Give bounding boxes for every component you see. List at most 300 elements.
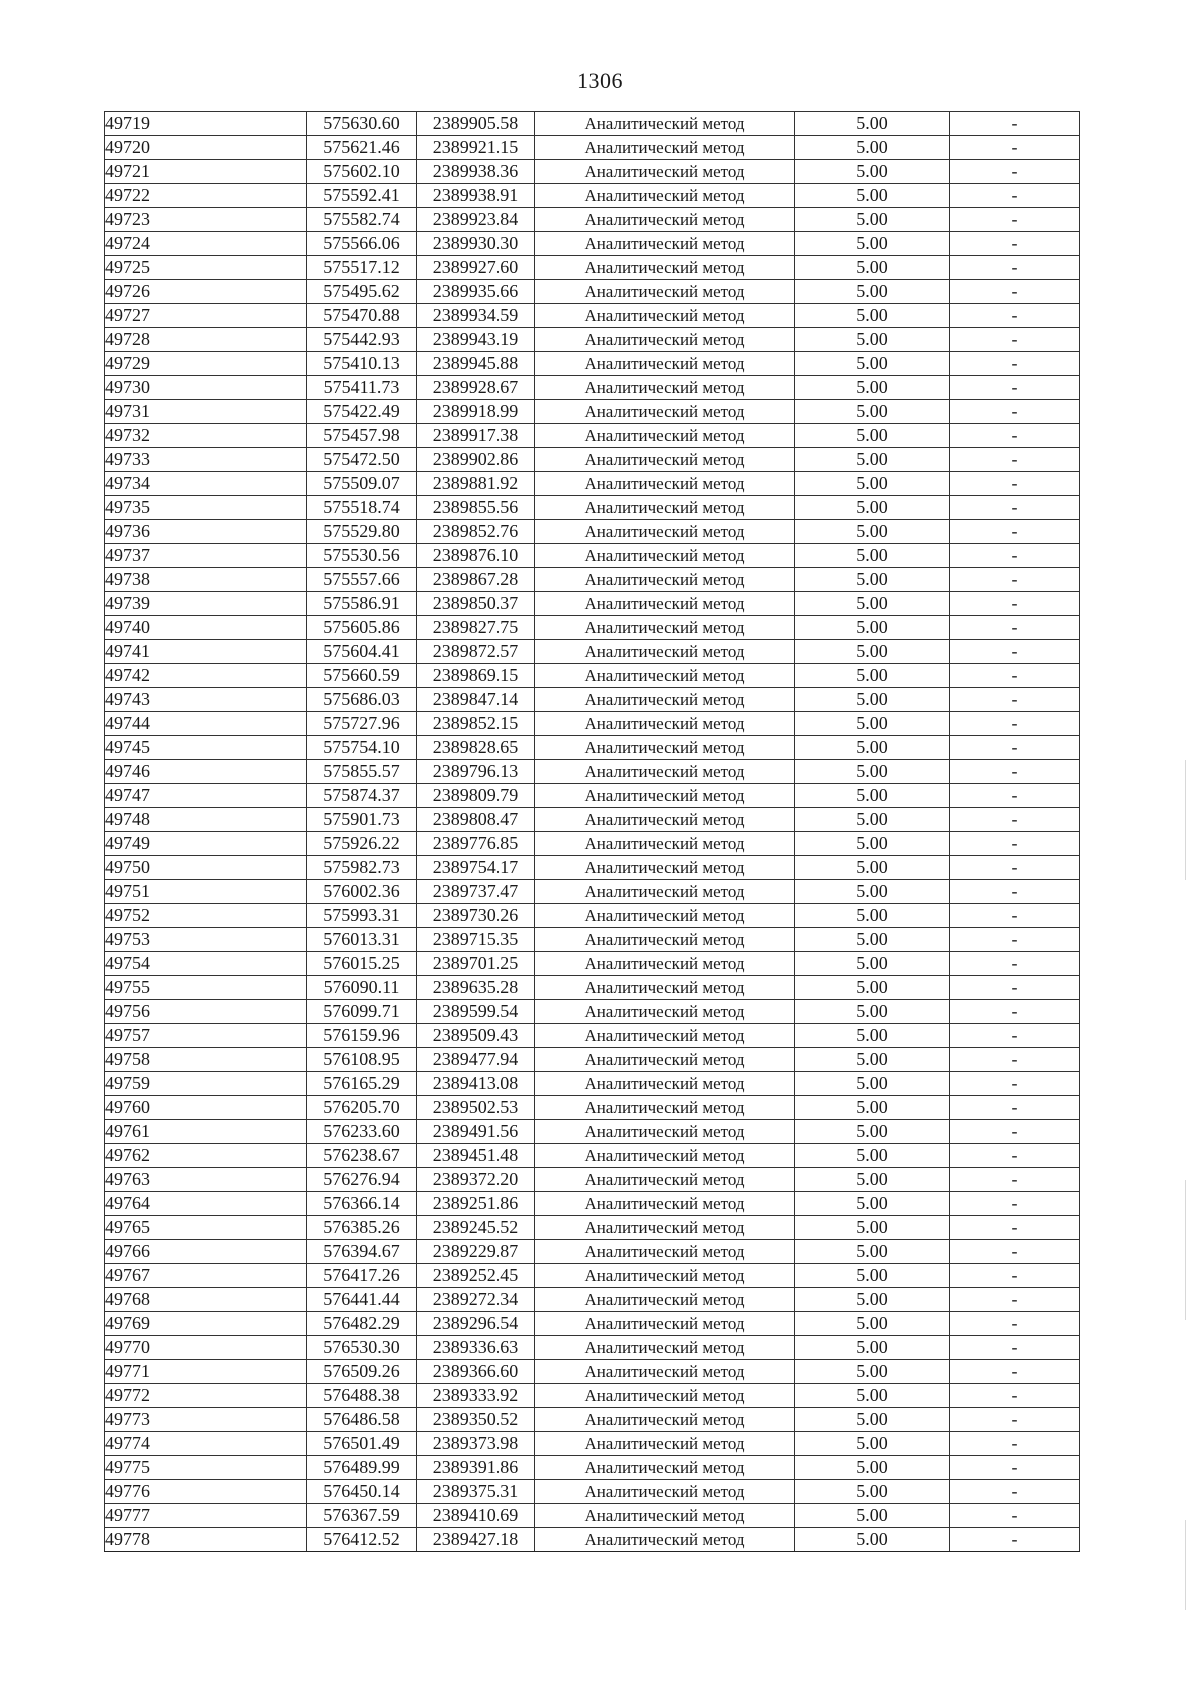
cell-x-coordinate: 576002.36 bbox=[307, 880, 417, 904]
cell-note: - bbox=[950, 1312, 1080, 1336]
cell-y-coordinate: 2389372.20 bbox=[417, 1168, 535, 1192]
cell-point-id: 49764 bbox=[105, 1192, 307, 1216]
cell-method: Аналитический метод bbox=[535, 1240, 795, 1264]
table-row bbox=[105, 1024, 1080, 1048]
cell-point-id: 49773 bbox=[105, 1408, 307, 1432]
table-row bbox=[105, 1000, 1080, 1024]
cell-method: Аналитический метод bbox=[535, 1072, 795, 1096]
cell-accuracy: 5.00 bbox=[795, 616, 950, 640]
cell-point-id: 49769 bbox=[105, 1312, 307, 1336]
cell-x-coordinate: 575442.93 bbox=[307, 328, 417, 352]
cell-note: - bbox=[950, 640, 1080, 664]
cell-note: - bbox=[950, 760, 1080, 784]
cell-method: Аналитический метод bbox=[535, 1504, 795, 1528]
cell-method: Аналитический метод bbox=[535, 1456, 795, 1480]
cell-y-coordinate: 2389927.60 bbox=[417, 256, 535, 280]
cell-point-id: 49754 bbox=[105, 952, 307, 976]
cell-x-coordinate: 575566.06 bbox=[307, 232, 417, 256]
cell-x-coordinate: 575855.57 bbox=[307, 760, 417, 784]
cell-note: - bbox=[950, 1216, 1080, 1240]
cell-method: Аналитический метод bbox=[535, 664, 795, 688]
cell-point-id: 49720 bbox=[105, 136, 307, 160]
cell-accuracy: 5.00 bbox=[795, 880, 950, 904]
cell-point-id: 49762 bbox=[105, 1144, 307, 1168]
cell-note: - bbox=[950, 1456, 1080, 1480]
cell-point-id: 49746 bbox=[105, 760, 307, 784]
cell-point-id: 49738 bbox=[105, 568, 307, 592]
cell-y-coordinate: 2389808.47 bbox=[417, 808, 535, 832]
cell-note: - bbox=[950, 1432, 1080, 1456]
cell-y-coordinate: 2389296.54 bbox=[417, 1312, 535, 1336]
cell-note: - bbox=[950, 1288, 1080, 1312]
scan-artifact bbox=[1185, 760, 1186, 880]
cell-y-coordinate: 2389923.84 bbox=[417, 208, 535, 232]
table-row bbox=[105, 1336, 1080, 1360]
cell-accuracy: 5.00 bbox=[795, 640, 950, 664]
cell-method: Аналитический метод bbox=[535, 136, 795, 160]
cell-point-id: 49777 bbox=[105, 1504, 307, 1528]
cell-x-coordinate: 575993.31 bbox=[307, 904, 417, 928]
cell-point-id: 49756 bbox=[105, 1000, 307, 1024]
cell-point-id: 49740 bbox=[105, 616, 307, 640]
cell-x-coordinate: 575517.12 bbox=[307, 256, 417, 280]
cell-y-coordinate: 2389850.37 bbox=[417, 592, 535, 616]
table-row bbox=[105, 712, 1080, 736]
cell-y-coordinate: 2389391.86 bbox=[417, 1456, 535, 1480]
cell-method: Аналитический метод bbox=[535, 736, 795, 760]
scan-artifact bbox=[1185, 1180, 1186, 1320]
table-row bbox=[105, 688, 1080, 712]
cell-note: - bbox=[950, 496, 1080, 520]
cell-accuracy: 5.00 bbox=[795, 688, 950, 712]
cell-x-coordinate: 575529.80 bbox=[307, 520, 417, 544]
cell-point-id: 49750 bbox=[105, 856, 307, 880]
cell-x-coordinate: 575901.73 bbox=[307, 808, 417, 832]
cell-x-coordinate: 575605.86 bbox=[307, 616, 417, 640]
table-row bbox=[105, 1048, 1080, 1072]
cell-accuracy: 5.00 bbox=[795, 760, 950, 784]
cell-accuracy: 5.00 bbox=[795, 808, 950, 832]
cell-x-coordinate: 576509.26 bbox=[307, 1360, 417, 1384]
cell-y-coordinate: 2389881.92 bbox=[417, 472, 535, 496]
cell-x-coordinate: 575530.56 bbox=[307, 544, 417, 568]
table-row bbox=[105, 1144, 1080, 1168]
table-row bbox=[105, 1312, 1080, 1336]
cell-note: - bbox=[950, 472, 1080, 496]
cell-note: - bbox=[950, 712, 1080, 736]
cell-point-id: 49772 bbox=[105, 1384, 307, 1408]
cell-accuracy: 5.00 bbox=[795, 1144, 950, 1168]
cell-accuracy: 5.00 bbox=[795, 400, 950, 424]
cell-x-coordinate: 576238.67 bbox=[307, 1144, 417, 1168]
table-row bbox=[105, 952, 1080, 976]
cell-y-coordinate: 2389902.86 bbox=[417, 448, 535, 472]
cell-accuracy: 5.00 bbox=[795, 1120, 950, 1144]
cell-accuracy: 5.00 bbox=[795, 1480, 950, 1504]
cell-note: - bbox=[950, 376, 1080, 400]
cell-method: Аналитический метод bbox=[535, 976, 795, 1000]
cell-x-coordinate: 576276.94 bbox=[307, 1168, 417, 1192]
table-row bbox=[105, 1408, 1080, 1432]
cell-method: Аналитический метод bbox=[535, 928, 795, 952]
cell-accuracy: 5.00 bbox=[795, 856, 950, 880]
cell-accuracy: 5.00 bbox=[795, 1384, 950, 1408]
cell-point-id: 49766 bbox=[105, 1240, 307, 1264]
cell-method: Аналитический метод bbox=[535, 1168, 795, 1192]
cell-point-id: 49752 bbox=[105, 904, 307, 928]
cell-accuracy: 5.00 bbox=[795, 712, 950, 736]
cell-y-coordinate: 2389701.25 bbox=[417, 952, 535, 976]
table-row bbox=[105, 1480, 1080, 1504]
cell-point-id: 49726 bbox=[105, 280, 307, 304]
table-row bbox=[105, 856, 1080, 880]
cell-note: - bbox=[950, 1192, 1080, 1216]
cell-point-id: 49719 bbox=[105, 112, 307, 136]
table-row bbox=[105, 1432, 1080, 1456]
cell-method: Аналитический метод bbox=[535, 232, 795, 256]
cell-method: Аналитический метод bbox=[535, 1120, 795, 1144]
table-row bbox=[105, 184, 1080, 208]
table-row bbox=[105, 1192, 1080, 1216]
cell-accuracy: 5.00 bbox=[795, 304, 950, 328]
cell-accuracy: 5.00 bbox=[795, 664, 950, 688]
cell-y-coordinate: 2389427.18 bbox=[417, 1528, 535, 1552]
cell-note: - bbox=[950, 136, 1080, 160]
cell-method: Аналитический метод bbox=[535, 1360, 795, 1384]
cell-note: - bbox=[950, 1408, 1080, 1432]
cell-note: - bbox=[950, 208, 1080, 232]
cell-accuracy: 5.00 bbox=[795, 1504, 950, 1528]
table-row bbox=[105, 1240, 1080, 1264]
cell-note: - bbox=[950, 1144, 1080, 1168]
cell-note: - bbox=[950, 1024, 1080, 1048]
cell-x-coordinate: 576501.49 bbox=[307, 1432, 417, 1456]
cell-point-id: 49739 bbox=[105, 592, 307, 616]
cell-note: - bbox=[950, 688, 1080, 712]
cell-method: Аналитический метод bbox=[535, 208, 795, 232]
cell-x-coordinate: 575660.59 bbox=[307, 664, 417, 688]
cell-note: - bbox=[950, 112, 1080, 136]
cell-y-coordinate: 2389828.65 bbox=[417, 736, 535, 760]
cell-y-coordinate: 2389935.66 bbox=[417, 280, 535, 304]
cell-method: Аналитический метод bbox=[535, 376, 795, 400]
cell-accuracy: 5.00 bbox=[795, 328, 950, 352]
cell-accuracy: 5.00 bbox=[795, 136, 950, 160]
cell-note: - bbox=[950, 664, 1080, 688]
cell-method: Аналитический метод bbox=[535, 544, 795, 568]
cell-x-coordinate: 575495.62 bbox=[307, 280, 417, 304]
cell-note: - bbox=[950, 256, 1080, 280]
cell-x-coordinate: 575754.10 bbox=[307, 736, 417, 760]
cell-method: Аналитический метод bbox=[535, 400, 795, 424]
cell-note: - bbox=[950, 424, 1080, 448]
cell-method: Аналитический метод bbox=[535, 952, 795, 976]
table-row bbox=[105, 304, 1080, 328]
cell-x-coordinate: 575411.73 bbox=[307, 376, 417, 400]
cell-y-coordinate: 2389477.94 bbox=[417, 1048, 535, 1072]
cell-point-id: 49759 bbox=[105, 1072, 307, 1096]
cell-y-coordinate: 2389928.67 bbox=[417, 376, 535, 400]
cell-x-coordinate: 576159.96 bbox=[307, 1024, 417, 1048]
cell-point-id: 49749 bbox=[105, 832, 307, 856]
cell-y-coordinate: 2389938.91 bbox=[417, 184, 535, 208]
cell-y-coordinate: 2389796.13 bbox=[417, 760, 535, 784]
cell-method: Аналитический метод bbox=[535, 616, 795, 640]
cell-y-coordinate: 2389509.43 bbox=[417, 1024, 535, 1048]
cell-method: Аналитический метод bbox=[535, 520, 795, 544]
cell-x-coordinate: 575686.03 bbox=[307, 688, 417, 712]
cell-method: Аналитический метод bbox=[535, 1096, 795, 1120]
cell-accuracy: 5.00 bbox=[795, 424, 950, 448]
cell-accuracy: 5.00 bbox=[795, 832, 950, 856]
cell-note: - bbox=[950, 448, 1080, 472]
cell-y-coordinate: 2389737.47 bbox=[417, 880, 535, 904]
cell-point-id: 49722 bbox=[105, 184, 307, 208]
cell-x-coordinate: 576233.60 bbox=[307, 1120, 417, 1144]
cell-method: Аналитический метод bbox=[535, 904, 795, 928]
cell-note: - bbox=[950, 1504, 1080, 1528]
cell-x-coordinate: 576108.95 bbox=[307, 1048, 417, 1072]
cell-accuracy: 5.00 bbox=[795, 208, 950, 232]
cell-accuracy: 5.00 bbox=[795, 1456, 950, 1480]
cell-method: Аналитический метод bbox=[535, 1408, 795, 1432]
cell-y-coordinate: 2389918.99 bbox=[417, 400, 535, 424]
cell-y-coordinate: 2389917.38 bbox=[417, 424, 535, 448]
table-row bbox=[105, 976, 1080, 1000]
cell-point-id: 49758 bbox=[105, 1048, 307, 1072]
cell-accuracy: 5.00 bbox=[795, 1336, 950, 1360]
cell-accuracy: 5.00 bbox=[795, 160, 950, 184]
cell-y-coordinate: 2389491.56 bbox=[417, 1120, 535, 1144]
cell-point-id: 49727 bbox=[105, 304, 307, 328]
cell-point-id: 49733 bbox=[105, 448, 307, 472]
cell-point-id: 49757 bbox=[105, 1024, 307, 1048]
cell-method: Аналитический метод bbox=[535, 1000, 795, 1024]
table-row bbox=[105, 568, 1080, 592]
table-row bbox=[105, 1456, 1080, 1480]
cell-x-coordinate: 576099.71 bbox=[307, 1000, 417, 1024]
cell-method: Аналитический метод bbox=[535, 280, 795, 304]
cell-accuracy: 5.00 bbox=[795, 448, 950, 472]
cell-point-id: 49741 bbox=[105, 640, 307, 664]
table-row bbox=[105, 1168, 1080, 1192]
cell-note: - bbox=[950, 592, 1080, 616]
table-row bbox=[105, 112, 1080, 136]
cell-x-coordinate: 576412.52 bbox=[307, 1528, 417, 1552]
table-row bbox=[105, 448, 1080, 472]
cell-method: Аналитический метод bbox=[535, 160, 795, 184]
table-row bbox=[105, 208, 1080, 232]
table-row bbox=[105, 736, 1080, 760]
cell-method: Аналитический метод bbox=[535, 712, 795, 736]
cell-method: Аналитический метод bbox=[535, 1264, 795, 1288]
table-row bbox=[105, 424, 1080, 448]
cell-note: - bbox=[950, 1264, 1080, 1288]
cell-method: Аналитический метод bbox=[535, 1384, 795, 1408]
cell-y-coordinate: 2389852.76 bbox=[417, 520, 535, 544]
cell-accuracy: 5.00 bbox=[795, 1288, 950, 1312]
table-row bbox=[105, 136, 1080, 160]
cell-accuracy: 5.00 bbox=[795, 1192, 950, 1216]
cell-y-coordinate: 2389350.52 bbox=[417, 1408, 535, 1432]
cell-x-coordinate: 576450.14 bbox=[307, 1480, 417, 1504]
cell-point-id: 49778 bbox=[105, 1528, 307, 1552]
cell-x-coordinate: 575410.13 bbox=[307, 352, 417, 376]
cell-note: - bbox=[950, 568, 1080, 592]
cell-method: Аналитический метод bbox=[535, 496, 795, 520]
cell-y-coordinate: 2389333.92 bbox=[417, 1384, 535, 1408]
cell-method: Аналитический метод bbox=[535, 832, 795, 856]
table-row bbox=[105, 328, 1080, 352]
cell-y-coordinate: 2389451.48 bbox=[417, 1144, 535, 1168]
cell-accuracy: 5.00 bbox=[795, 1168, 950, 1192]
cell-y-coordinate: 2389754.17 bbox=[417, 856, 535, 880]
cell-y-coordinate: 2389921.15 bbox=[417, 136, 535, 160]
table-row bbox=[105, 520, 1080, 544]
table-row bbox=[105, 280, 1080, 304]
cell-method: Аналитический метод bbox=[535, 472, 795, 496]
cell-x-coordinate: 575926.22 bbox=[307, 832, 417, 856]
cell-method: Аналитический метод bbox=[535, 640, 795, 664]
cell-note: - bbox=[950, 184, 1080, 208]
cell-note: - bbox=[950, 952, 1080, 976]
cell-accuracy: 5.00 bbox=[795, 568, 950, 592]
cell-x-coordinate: 576205.70 bbox=[307, 1096, 417, 1120]
cell-point-id: 49747 bbox=[105, 784, 307, 808]
cell-accuracy: 5.00 bbox=[795, 1264, 950, 1288]
cell-y-coordinate: 2389410.69 bbox=[417, 1504, 535, 1528]
cell-point-id: 49753 bbox=[105, 928, 307, 952]
cell-accuracy: 5.00 bbox=[795, 256, 950, 280]
cell-x-coordinate: 575472.50 bbox=[307, 448, 417, 472]
table-row bbox=[105, 256, 1080, 280]
cell-point-id: 49729 bbox=[105, 352, 307, 376]
cell-note: - bbox=[950, 280, 1080, 304]
cell-y-coordinate: 2389413.08 bbox=[417, 1072, 535, 1096]
cell-y-coordinate: 2389336.63 bbox=[417, 1336, 535, 1360]
cell-accuracy: 5.00 bbox=[795, 1048, 950, 1072]
page-number: 1306 bbox=[577, 68, 623, 93]
cell-x-coordinate: 575604.41 bbox=[307, 640, 417, 664]
cell-x-coordinate: 575621.46 bbox=[307, 136, 417, 160]
table-row bbox=[105, 664, 1080, 688]
table-row bbox=[105, 1096, 1080, 1120]
cell-note: - bbox=[950, 784, 1080, 808]
cell-x-coordinate: 576488.38 bbox=[307, 1384, 417, 1408]
table-row bbox=[105, 1120, 1080, 1144]
table-row bbox=[105, 544, 1080, 568]
cell-method: Аналитический метод bbox=[535, 1024, 795, 1048]
cell-accuracy: 5.00 bbox=[795, 1312, 950, 1336]
cell-note: - bbox=[950, 232, 1080, 256]
cell-method: Аналитический метод bbox=[535, 688, 795, 712]
table-row bbox=[105, 592, 1080, 616]
cell-method: Аналитический метод bbox=[535, 880, 795, 904]
cell-method: Аналитический метод bbox=[535, 1144, 795, 1168]
cell-y-coordinate: 2389852.15 bbox=[417, 712, 535, 736]
cell-y-coordinate: 2389635.28 bbox=[417, 976, 535, 1000]
cell-note: - bbox=[950, 1120, 1080, 1144]
cell-x-coordinate: 576482.29 bbox=[307, 1312, 417, 1336]
table-row bbox=[105, 352, 1080, 376]
cell-x-coordinate: 575509.07 bbox=[307, 472, 417, 496]
table-row bbox=[105, 160, 1080, 184]
cell-note: - bbox=[950, 904, 1080, 928]
cell-method: Аналитический метод bbox=[535, 784, 795, 808]
cell-y-coordinate: 2389272.34 bbox=[417, 1288, 535, 1312]
table-row bbox=[105, 400, 1080, 424]
cell-y-coordinate: 2389502.53 bbox=[417, 1096, 535, 1120]
cell-method: Аналитический метод bbox=[535, 808, 795, 832]
cell-point-id: 49761 bbox=[105, 1120, 307, 1144]
cell-accuracy: 5.00 bbox=[795, 976, 950, 1000]
cell-y-coordinate: 2389809.79 bbox=[417, 784, 535, 808]
cell-y-coordinate: 2389252.45 bbox=[417, 1264, 535, 1288]
cell-note: - bbox=[950, 808, 1080, 832]
cell-accuracy: 5.00 bbox=[795, 1432, 950, 1456]
table-row bbox=[105, 1384, 1080, 1408]
cell-point-id: 49763 bbox=[105, 1168, 307, 1192]
cell-point-id: 49721 bbox=[105, 160, 307, 184]
cell-x-coordinate: 575557.66 bbox=[307, 568, 417, 592]
cell-method: Аналитический метод bbox=[535, 856, 795, 880]
cell-x-coordinate: 576367.59 bbox=[307, 1504, 417, 1528]
cell-point-id: 49767 bbox=[105, 1264, 307, 1288]
cell-accuracy: 5.00 bbox=[795, 1024, 950, 1048]
cell-y-coordinate: 2389869.15 bbox=[417, 664, 535, 688]
cell-method: Аналитический метод bbox=[535, 592, 795, 616]
cell-accuracy: 5.00 bbox=[795, 784, 950, 808]
cell-method: Аналитический метод bbox=[535, 760, 795, 784]
cell-point-id: 49732 bbox=[105, 424, 307, 448]
cell-point-id: 49723 bbox=[105, 208, 307, 232]
cell-method: Аналитический метод bbox=[535, 256, 795, 280]
cell-note: - bbox=[950, 400, 1080, 424]
cell-accuracy: 5.00 bbox=[795, 1000, 950, 1024]
table-row bbox=[105, 1528, 1080, 1552]
cell-accuracy: 5.00 bbox=[795, 952, 950, 976]
cell-point-id: 49725 bbox=[105, 256, 307, 280]
cell-note: - bbox=[950, 832, 1080, 856]
cell-x-coordinate: 576486.58 bbox=[307, 1408, 417, 1432]
table-row bbox=[105, 376, 1080, 400]
cell-note: - bbox=[950, 352, 1080, 376]
cell-y-coordinate: 2389938.36 bbox=[417, 160, 535, 184]
cell-x-coordinate: 575982.73 bbox=[307, 856, 417, 880]
cell-y-coordinate: 2389855.56 bbox=[417, 496, 535, 520]
cell-accuracy: 5.00 bbox=[795, 1216, 950, 1240]
cell-note: - bbox=[950, 1528, 1080, 1552]
cell-x-coordinate: 576489.99 bbox=[307, 1456, 417, 1480]
table-row bbox=[105, 640, 1080, 664]
cell-note: - bbox=[950, 736, 1080, 760]
cell-y-coordinate: 2389943.19 bbox=[417, 328, 535, 352]
cell-accuracy: 5.00 bbox=[795, 1408, 950, 1432]
cell-method: Аналитический метод bbox=[535, 1480, 795, 1504]
table-row bbox=[105, 1504, 1080, 1528]
cell-method: Аналитический метод bbox=[535, 1336, 795, 1360]
cell-x-coordinate: 575457.98 bbox=[307, 424, 417, 448]
cell-point-id: 49724 bbox=[105, 232, 307, 256]
cell-note: - bbox=[950, 304, 1080, 328]
cell-y-coordinate: 2389872.57 bbox=[417, 640, 535, 664]
cell-y-coordinate: 2389905.58 bbox=[417, 112, 535, 136]
cell-note: - bbox=[950, 1360, 1080, 1384]
cell-y-coordinate: 2389251.86 bbox=[417, 1192, 535, 1216]
cell-point-id: 49736 bbox=[105, 520, 307, 544]
cell-method: Аналитический метод bbox=[535, 1312, 795, 1336]
cell-point-id: 49760 bbox=[105, 1096, 307, 1120]
